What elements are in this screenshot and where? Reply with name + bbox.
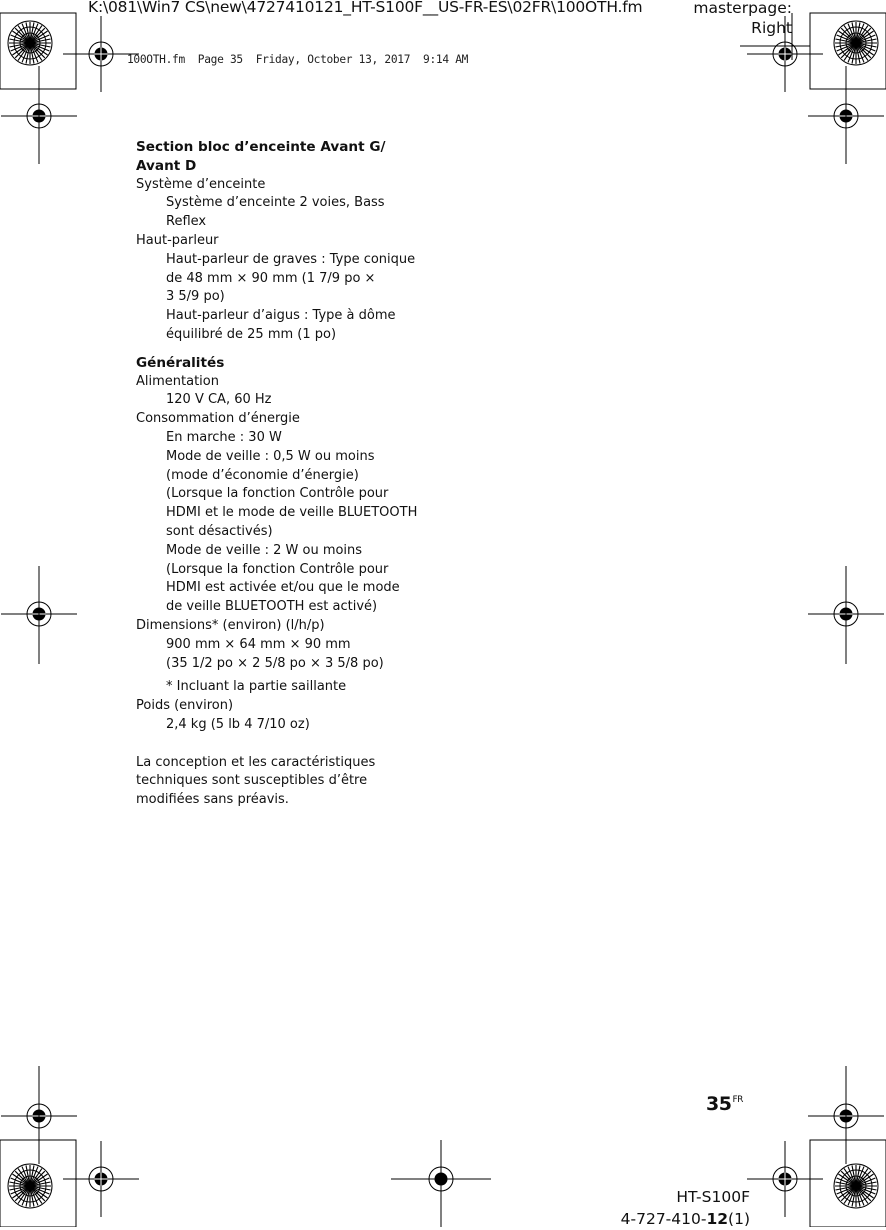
notice-line: modifiées sans préavis. bbox=[136, 792, 289, 808]
spec-value: équilibré de 25 mm (1 po) bbox=[166, 326, 337, 342]
notice-line: techniques sont susceptibles d’être bbox=[136, 773, 368, 789]
change-notice bbox=[136, 754, 426, 810]
spec-value: HDMI est activée et/ou que le mode bbox=[166, 580, 400, 596]
registration-target-icon bbox=[747, 1141, 823, 1217]
rosette-mark-bottom-left bbox=[0, 1140, 76, 1227]
spec-value: (Lorsque la fonction Contrôle pour bbox=[166, 486, 389, 502]
masterpage-label bbox=[672, 0, 792, 38]
spec-term: Consommation d’énergie bbox=[136, 411, 300, 427]
footer-model-info bbox=[621, 1186, 750, 1230]
notice-line: La conception et les caractéristiques bbox=[136, 754, 376, 770]
spec-term: Système d’enceinte bbox=[136, 176, 266, 192]
file-path-header: K:\081\Win7 CS\new\4727410121_HT-S100F__US-FR-ES\02FR\100OTH.fm bbox=[88, 0, 643, 16]
section-title-line: Avant D bbox=[136, 157, 197, 174]
part-number-prefix: 4-727-410- bbox=[620, 1210, 707, 1228]
spec-value: HDMI et le mode de veille BLUETOOTH bbox=[166, 505, 418, 521]
spec-value: 3 5/9 po) bbox=[166, 289, 225, 305]
page-number bbox=[706, 1093, 743, 1115]
spec-value: En marche : 30 W bbox=[166, 429, 282, 445]
part-number-suffix: (1) bbox=[728, 1210, 750, 1228]
section-title-general: Généralités bbox=[136, 354, 225, 371]
specifications-content bbox=[136, 138, 426, 810]
spec-value: (35 1/2 po × 2 5/8 po × 3 5/8 po) bbox=[166, 655, 384, 671]
spec-value: Haut-parleur de graves : Type conique bbox=[166, 251, 416, 267]
spec-value: (Lorsque la fonction Contrôle pour bbox=[166, 561, 389, 577]
part-number-bold: 12 bbox=[706, 1210, 729, 1228]
spec-term: Poids (environ) bbox=[136, 698, 234, 714]
spec-term: Alimentation bbox=[136, 373, 219, 389]
registration-target-icon bbox=[63, 1141, 139, 1217]
spec-term: Haut-parleur bbox=[136, 232, 219, 248]
spec-value: Haut-parleur d’aigus : Type à dôme bbox=[166, 308, 396, 324]
section-title-line: Section bloc d’enceinte Avant G/ bbox=[136, 139, 386, 155]
spec-value: de veille BLUETOOTH est activé) bbox=[166, 599, 378, 615]
page-language-code: FR bbox=[732, 1095, 743, 1105]
spec-value: 120 V CA, 60 Hz bbox=[166, 392, 272, 408]
spec-value: Mode de veille : 0,5 W ou moins bbox=[166, 448, 375, 464]
page-number-value: 35 bbox=[706, 1093, 732, 1115]
masterpage-label-line2: Right bbox=[751, 19, 792, 37]
spec-value: (mode d’économie d’énergie) bbox=[166, 467, 359, 483]
footer-model: HT-S100F bbox=[676, 1188, 750, 1206]
masterpage-label-line1: masterpage: bbox=[693, 0, 792, 17]
spec-term: Dimensions* (environ) (l/h/p) bbox=[136, 617, 325, 633]
section-title-front-speaker bbox=[136, 138, 426, 176]
spec-value: sont désactivés) bbox=[166, 523, 273, 539]
rosette-mark-bottom-right bbox=[810, 1140, 886, 1227]
spec-value: Système d’enceinte 2 voies, Bass bbox=[166, 195, 385, 211]
spec-value: 900 mm × 64 mm × 90 mm bbox=[166, 636, 351, 652]
spec-value: de 48 mm × 90 mm (1 7/9 po × bbox=[166, 270, 376, 286]
spec-value: Reflex bbox=[166, 214, 207, 230]
rosette-mark-top-left bbox=[0, 13, 76, 89]
rosette-mark-top-right bbox=[810, 13, 886, 89]
spec-value: 2,4 kg (5 lb 4 7/10 oz) bbox=[166, 716, 310, 732]
spec-value: Mode de veille : 2 W ou moins bbox=[166, 542, 363, 558]
footnote: * Incluant la partie saillante bbox=[166, 679, 347, 695]
framemaker-stamp: 100OTH.fm Page 35 Friday, October 13, 2017 9:14 AM bbox=[127, 53, 469, 66]
